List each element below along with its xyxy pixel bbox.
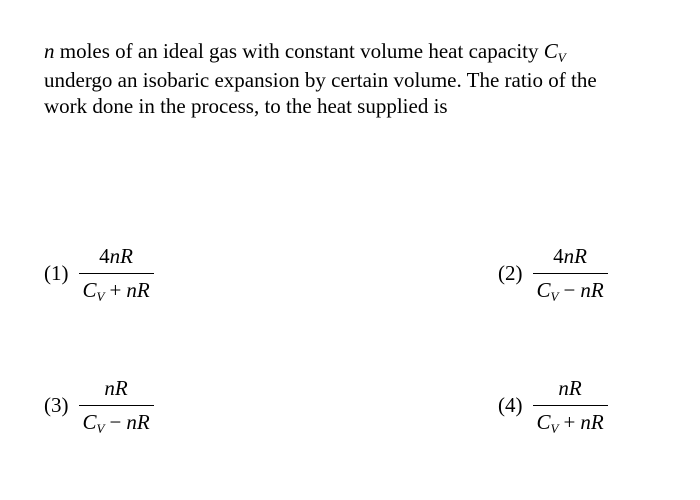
- option-2-label: (2): [498, 261, 523, 285]
- variable-cv: CV: [543, 39, 566, 65]
- option-2-numerator: 4nR: [553, 244, 587, 268]
- question-line-1: [44, 38, 654, 67]
- option-1-label: (1): [44, 261, 69, 285]
- question-text: [44, 38, 654, 119]
- option-4-denominator: CV + nR: [536, 410, 604, 436]
- option-1-numerator: 4nR: [99, 244, 133, 268]
- option-3-fraction: [79, 376, 154, 435]
- option-1-fraction: [79, 244, 154, 303]
- option-2-denominator: CV − nR: [536, 278, 604, 304]
- option-3[interactable]: [44, 376, 154, 435]
- option-2-fraction: [533, 244, 608, 303]
- question-line-2: undergo an isobaric expansion by certain volume. The ratio of the: [44, 68, 597, 92]
- option-3-label: (3): [44, 393, 69, 417]
- option-4[interactable]: [498, 376, 608, 435]
- option-4-numerator: nR: [558, 376, 582, 400]
- variable-n: n: [44, 39, 55, 63]
- option-4-label: (4): [498, 393, 523, 417]
- option-3-numerator: nR: [104, 376, 128, 400]
- option-4-fraction: [533, 376, 608, 435]
- option-1-denominator: CV + nR: [82, 278, 150, 304]
- option-1[interactable]: [44, 244, 154, 303]
- question-line-3: work done in the process, to the heat supplied is: [44, 94, 448, 118]
- option-3-denominator: CV − nR: [82, 410, 150, 436]
- question-line-1-text: moles of an ideal gas with constant volume heat capacity: [54, 39, 544, 63]
- option-2[interactable]: [498, 244, 608, 303]
